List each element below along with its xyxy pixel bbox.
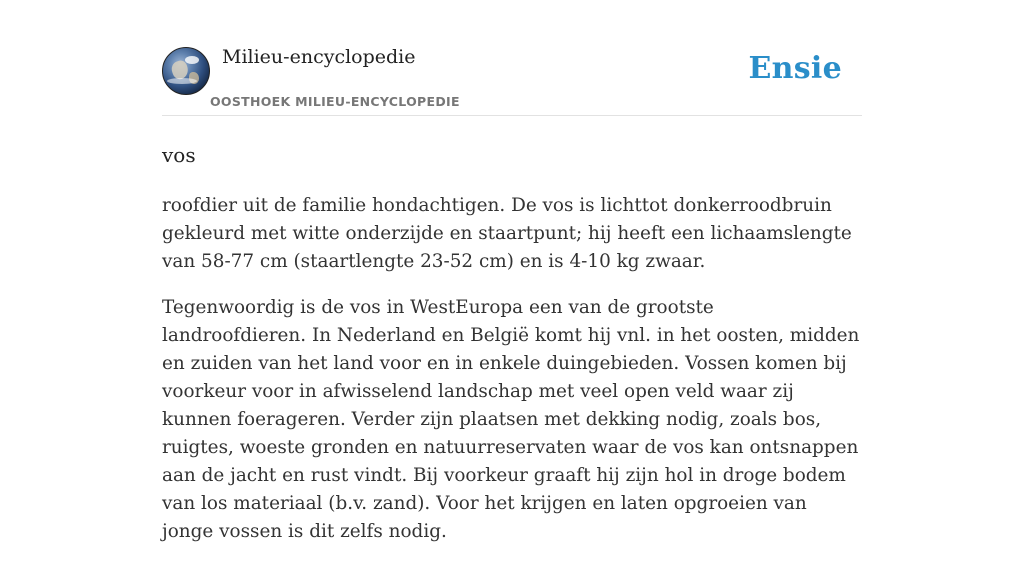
article-paragraph: Tegenwoordig is de vos in WestEuropa een van de grootste landroofdieren. In Nederland en België komt hij vnl. in het oosten, midden en zuiden van het land voor en in enkele duingebieden. Vossen komen bij voorkeur voor in afwisselend landschap met veel open veld waar zij kunnen foerageren. Verder zijn plaatsen met dekking nodig, zoals bos, ruigtes, woeste gronden en natuurreservaten waar de vos kan ontsnappen aan de jacht en rust vindt. Bij voorkeur graaft hij zijn hol in droge bodem van los materiaal (b.v. zand). Voor het krijgen en laten opgroeien van jonge vossen is dit zelfs nodig. (162, 297, 860, 542)
site-subtitle[interactable]: OOSTHOEK MILIEU-ENCYCLOPEDIE (210, 94, 460, 109)
page-title: vos (162, 143, 196, 167)
article-paragraph: roofdier uit de familie hondachtigen. De vos is lichttot donkerroodbruin gekleurd met witte onderzijde en staartpunt; hij heeft een lichaamslengte van 58-77 cm (staartlengte 23-52 cm) en is 4-10 kg zwaar. (162, 195, 852, 272)
brand-logo-link[interactable]: Ensie (748, 51, 842, 86)
article-body (162, 192, 862, 564)
earth-globe-icon[interactable] (162, 47, 210, 95)
site-title[interactable]: Milieu-encyclopedie (222, 46, 416, 68)
header (162, 0, 862, 116)
page (162, 0, 862, 542)
